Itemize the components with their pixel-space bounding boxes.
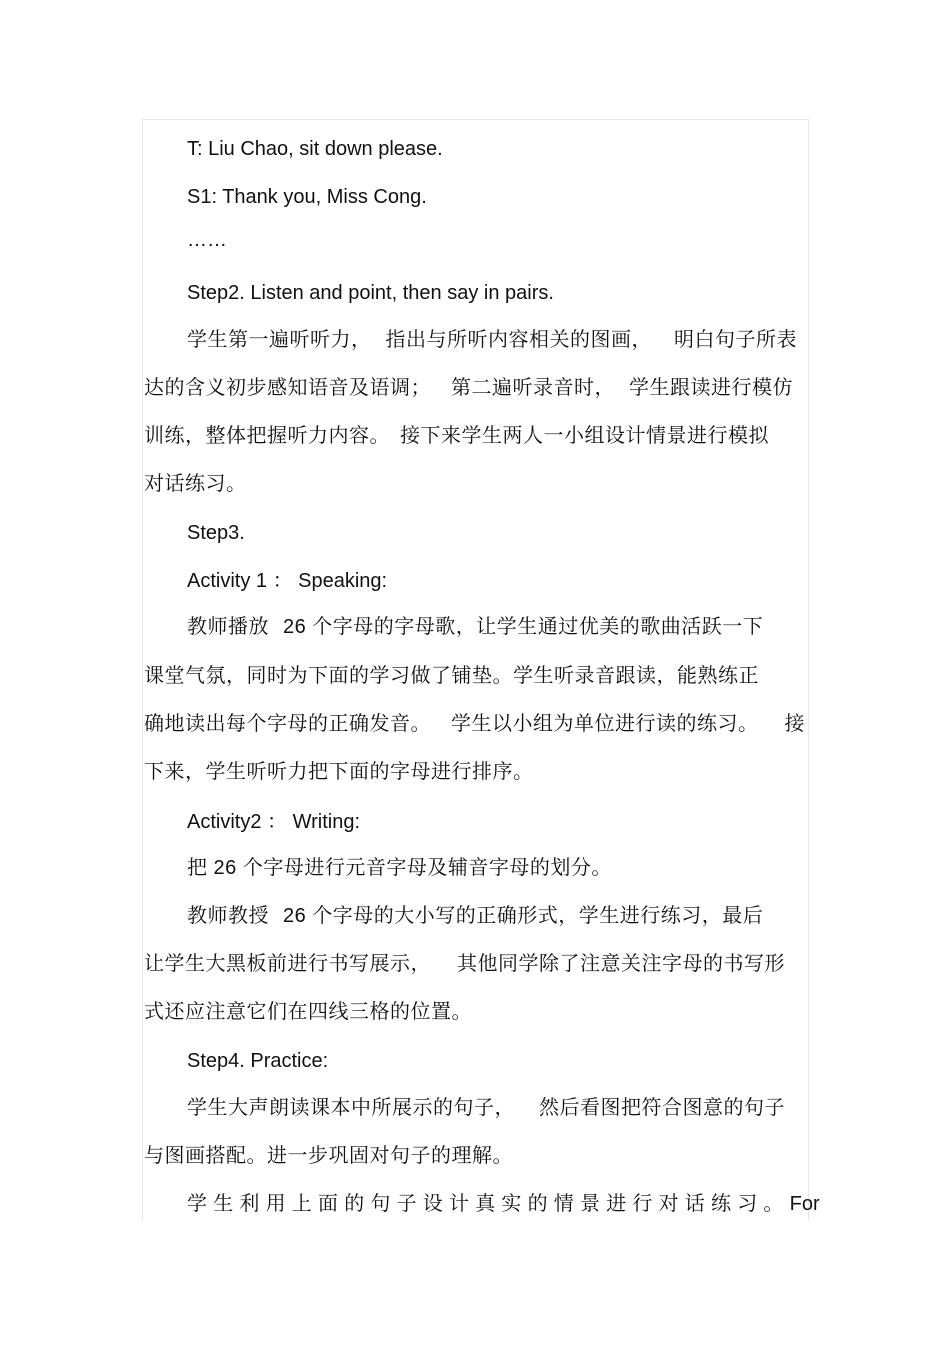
p4-segment: 教师教授 [187, 905, 269, 927]
p1-segment: 学生第一遍听听力， [187, 329, 372, 351]
p2-segment: 确地读出每个字母的正确发音。 [144, 713, 431, 735]
step2-heading: Step2. Listen and point, then say in pairs. [187, 282, 554, 304]
paragraph-4-line-2 [144, 950, 808, 978]
ellipsis: …… [187, 229, 227, 251]
paragraph-2-line-1 [144, 613, 851, 641]
paragraph-1-line-2 [144, 374, 808, 402]
dialogue-line-teacher: T: Liu Chao, sit down please. [187, 138, 443, 160]
paragraph-6-line-1 [144, 1190, 851, 1218]
p2-segment: 教师播放 [187, 616, 269, 638]
paragraph-2-line-2: 课堂气氛，同时为下面的学习做了铺垫。学生听录音跟读，能熟练正 [144, 665, 759, 687]
activity1-heading: Activity 1 ： Speaking: [187, 570, 388, 592]
paragraph-4-line-3: 式还应注意它们在四线三格的位置。 [144, 1001, 472, 1023]
p1-segment: 学生跟读进行模仿 [629, 377, 793, 399]
p4-segment: 26 个字母的大小写的正确形式，学生进行练习，最后 [283, 905, 764, 927]
p1-segment: 训练，整体把握听力内容。 [144, 425, 390, 447]
p1-segment: 第二遍听录音时， [451, 377, 615, 399]
step3-heading: Step3. [187, 522, 245, 544]
paragraph-2-line-3 [144, 710, 808, 738]
p2-segment: 26 个字母的字母歌，让学生通过优美的歌曲活跃一下 [283, 616, 764, 638]
activity2-heading: Activity2 ： Writing: [187, 811, 360, 833]
paragraph-2-line-4: 下来，学生听听力把下面的字母进行排序。 [144, 761, 534, 783]
p2-segment: 学生以小组为单位进行读的练习。 [451, 713, 759, 735]
p5-segment: 然后看图把符合图意的句子 [539, 1097, 785, 1119]
paragraph-1-line-3 [144, 422, 808, 450]
p1-segment: 指出与所听内容相关的图画， [385, 329, 652, 351]
p6-segment: For [789, 1193, 820, 1215]
p1-segment: 接下来学生两人一小组设计情景进行模拟 [400, 425, 769, 447]
paragraph-5-line-1 [144, 1094, 851, 1122]
p1-segment: 明白句子所表 [674, 329, 797, 351]
paragraph-1-line-1 [144, 326, 851, 354]
paragraph-4-line-1 [144, 902, 851, 930]
p5-segment: 学生大声朗读课本中所展示的句子， [187, 1097, 515, 1119]
p2-segment: 接 [784, 713, 805, 735]
p1-segment: 达的含义初步感知语音及语调； [144, 377, 431, 399]
p4-segment: 让学生大黑板前进行书写展示， [144, 953, 431, 975]
dialogue-line-student: S1: Thank you, Miss Cong. [187, 186, 427, 208]
p4-segment: 其他同学除了注意关注字母的书写形 [457, 953, 785, 975]
paragraph-5-line-2: 与图画搭配。进一步巩固对句子的理解。 [144, 1145, 513, 1167]
paragraph-3: 把 26 个字母进行元音字母及辅音字母的划分。 [187, 857, 612, 879]
p6-segment: 学生利用上面的句子设计真实的情景进行对话练习。 [187, 1193, 790, 1215]
paragraph-1-line-4: 对话练习。 [144, 473, 247, 495]
step4-heading: Step4. Practice: [187, 1050, 329, 1072]
